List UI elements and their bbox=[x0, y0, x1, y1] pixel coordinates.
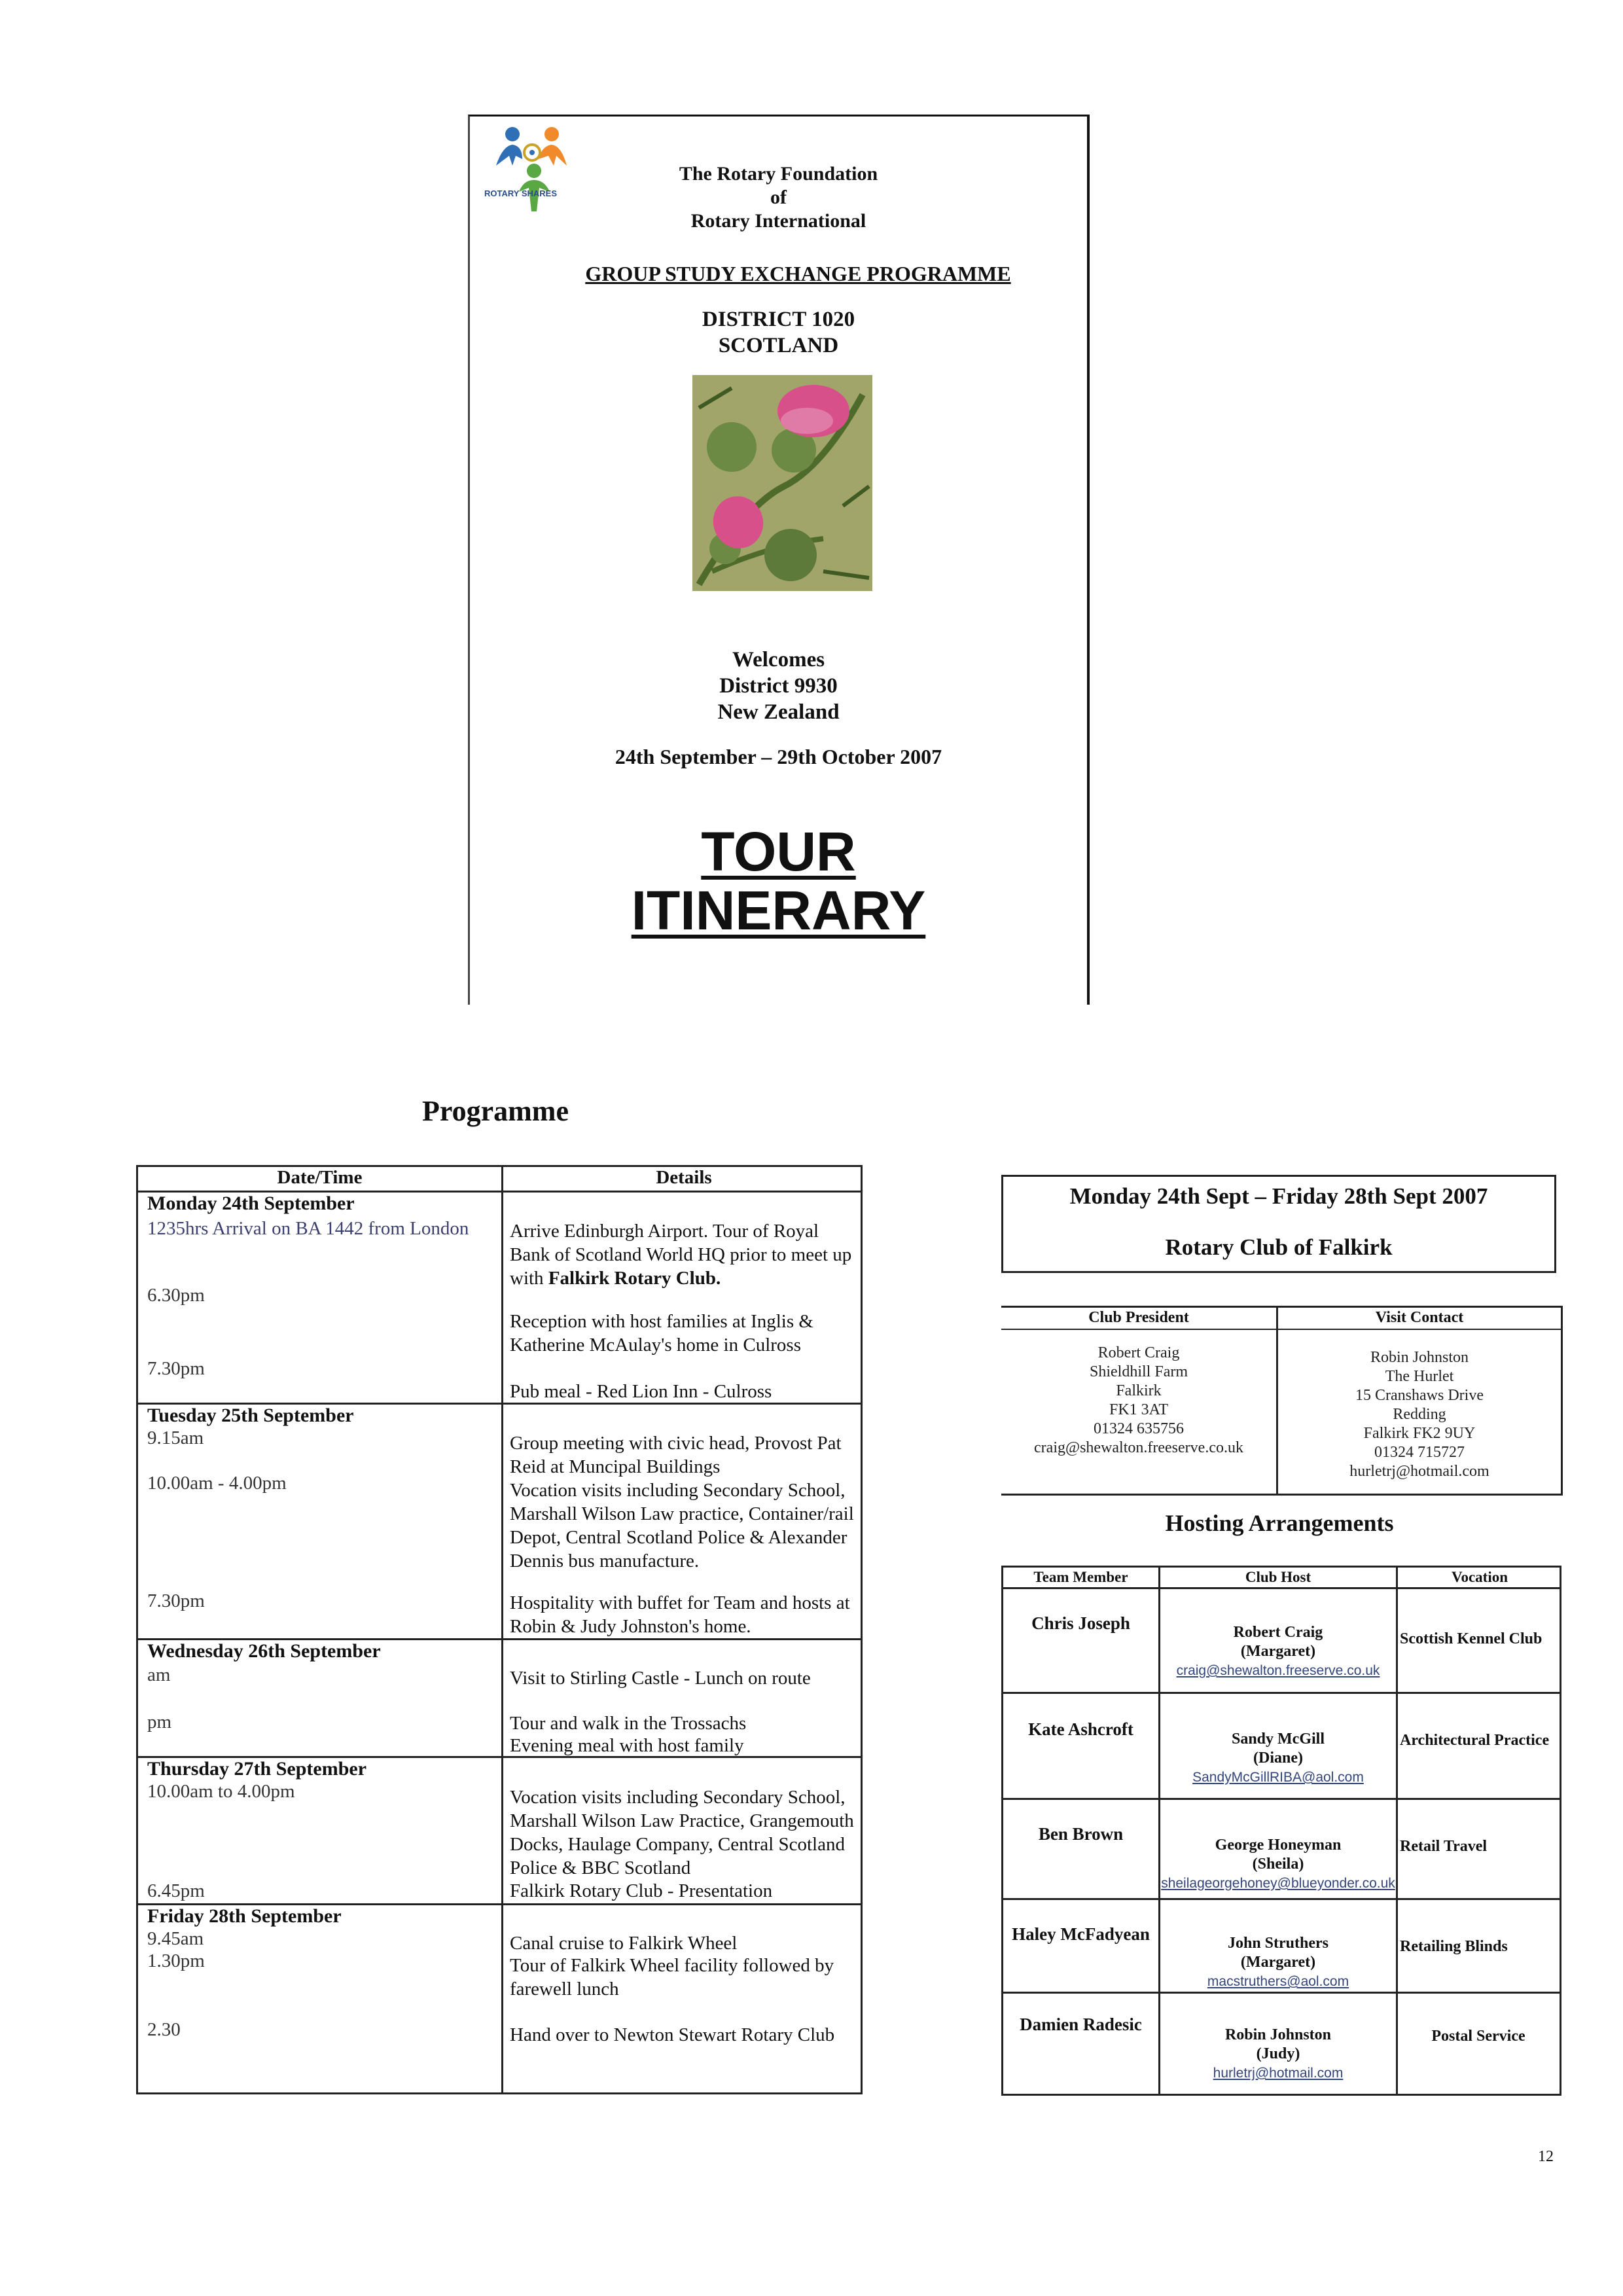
contacts-table bbox=[1001, 1306, 1563, 1496]
welcomes-block bbox=[470, 647, 1087, 725]
time-cell: 6.30pm bbox=[147, 1285, 205, 1306]
detail-cell: Tour of Falkirk Wheel facility followed by farewell lunch bbox=[510, 1955, 834, 2000]
team-member: Haley McFadyean bbox=[1012, 1924, 1150, 1944]
welcomes-line: Welcomes bbox=[732, 648, 825, 672]
welcomes-line: District 9930 bbox=[719, 674, 838, 698]
row-divider bbox=[1003, 1692, 1560, 1694]
team-member: Chris Joseph bbox=[1031, 1613, 1130, 1633]
vocation: Scottish Kennel Club bbox=[1400, 1630, 1543, 1647]
hosting-table bbox=[1001, 1566, 1561, 2096]
detail-cell: Visit to Stirling Castle - Lunch on route bbox=[510, 1668, 811, 1689]
logo-label: ROTARY SHARES bbox=[484, 188, 557, 198]
foundation-line: The Rotary Foundation bbox=[679, 163, 878, 185]
day-label: Thursday 27th September bbox=[147, 1758, 367, 1780]
host-email-link[interactable]: hurletrj@hotmail.com bbox=[1213, 2066, 1344, 2081]
day-label: Wednesday 26th September bbox=[147, 1640, 381, 1662]
column-divider bbox=[501, 1167, 503, 2092]
row-divider bbox=[1003, 1798, 1560, 1800]
vocation: Postal Service bbox=[1431, 2028, 1525, 2045]
detail-cell: Evening meal with host family bbox=[510, 1735, 744, 1756]
programme-table bbox=[136, 1165, 863, 2094]
club-host: Sandy McGill (Diane) SandyMcGillRIBA@aol.com bbox=[1160, 1730, 1396, 1787]
club-host: George Honeyman (Sheila) sheilageorgehoney@blueyonder.co.uk bbox=[1160, 1836, 1396, 1893]
tour-dates: 24th September – 29th October 2007 bbox=[615, 745, 942, 768]
time-cell: 10.00am - 4.00pm bbox=[147, 1473, 287, 1494]
programme-heading: Programme bbox=[422, 1095, 569, 1127]
team-member: Damien Radesic bbox=[1020, 2015, 1142, 2034]
itinerary-title: ITINERARY bbox=[631, 880, 926, 941]
page-number: 12 bbox=[1538, 2148, 1554, 2165]
falkirk-club-name: Rotary Club of Falkirk bbox=[1165, 1234, 1393, 1260]
time-cell: 1235hrs Arrival on BA 1442 from London bbox=[147, 1218, 469, 1239]
district-block bbox=[470, 306, 1087, 359]
welcomes-line: New Zealand bbox=[717, 700, 840, 724]
foundation-line: Rotary International bbox=[690, 210, 866, 232]
host-email-link[interactable]: sheilageorgehoney@blueyonder.co.uk bbox=[1161, 1876, 1395, 1891]
club-host: John Struthers (Margaret) macstruthers@aol.com bbox=[1160, 1934, 1396, 1991]
time-cell: 7.30pm bbox=[147, 1358, 205, 1379]
time-cell: 2.30 bbox=[147, 2019, 181, 2040]
col-header-details: Details bbox=[656, 1167, 712, 1188]
row-divider bbox=[1003, 1898, 1560, 1900]
row-divider bbox=[1003, 1587, 1560, 1589]
district-line: SCOTLAND bbox=[718, 334, 839, 357]
time-cell: 7.30pm bbox=[147, 1590, 205, 1611]
detail-cell: Reception with host families at Inglis & Katherine McAulay's home in Culross bbox=[510, 1311, 813, 1355]
detail-cell: Hospitality with buffet for Team and hosts at Robin & Judy Johnston's home. bbox=[510, 1592, 850, 1637]
vocation: Architectural Practice bbox=[1400, 1732, 1550, 1749]
foundation-line: of bbox=[770, 187, 787, 208]
detail-cell: Vocation visits including Secondary School, Marshall Wilson Law practice, Container/rail Depot, Central Scotland Police & Alexander Dennis bus manufacture. bbox=[510, 1480, 854, 1571]
team-member: Kate Ashcroft bbox=[1028, 1719, 1133, 1739]
time-cell: pm bbox=[147, 1712, 172, 1732]
cover-page bbox=[468, 115, 1090, 1005]
club-host: Robert Craig (Margaret) craig@shewalton.freeserve.co.uk bbox=[1160, 1623, 1396, 1680]
vocation: Retailing Blinds bbox=[1400, 1938, 1508, 1955]
day-label: Tuesday 25th September bbox=[147, 1405, 354, 1426]
hosting-heading: Hosting Arrangements bbox=[1165, 1510, 1394, 1536]
detail-cell: Canal cruise to Falkirk Wheel bbox=[510, 1933, 738, 1954]
gse-title: GROUP STUDY EXCHANGE PROGRAMME bbox=[585, 262, 1011, 285]
thistle-photo bbox=[692, 375, 872, 591]
day-label: Friday 28th September bbox=[147, 1905, 342, 1927]
header-divider bbox=[1001, 1329, 1561, 1330]
tour-title: TOUR bbox=[701, 821, 856, 882]
detail-cell: Tour and walk in the Trossachs bbox=[510, 1713, 747, 1734]
time-cell: 9.45am bbox=[147, 1928, 204, 1949]
host-email-link[interactable]: SandyMcGillRIBA@aol.com bbox=[1192, 1770, 1364, 1785]
col-header-vocation: Vocation bbox=[1451, 1569, 1508, 1585]
col-header-datetime: Date/Time bbox=[277, 1167, 363, 1188]
visit-contact-header: Visit Contact bbox=[1375, 1309, 1464, 1326]
time-cell: am bbox=[147, 1664, 171, 1685]
host-email-link[interactable]: macstruthers@aol.com bbox=[1207, 1974, 1349, 1989]
host-email-link[interactable]: craig@shewalton.freeserve.co.uk bbox=[1176, 1663, 1380, 1678]
time-cell: 6.45pm bbox=[147, 1880, 205, 1901]
row-divider bbox=[1003, 1992, 1560, 1994]
team-member: Ben Brown bbox=[1038, 1824, 1124, 1844]
falkirk-dates-box bbox=[1001, 1175, 1556, 1273]
col-header-host: Club Host bbox=[1245, 1569, 1311, 1585]
column-divider bbox=[1396, 1568, 1398, 2094]
falkirk-dates: Monday 24th Sept – Friday 28th Sept 2007 bbox=[1069, 1183, 1488, 1209]
time-cell: 9.15am bbox=[147, 1427, 204, 1448]
vocation: Retail Travel bbox=[1400, 1838, 1488, 1855]
district-line: DISTRICT 1020 bbox=[702, 308, 855, 331]
club-host: Robin Johnston (Judy) hurletrj@hotmail.com bbox=[1160, 2026, 1396, 2083]
detail-cell: Falkirk Rotary Club - Presentation bbox=[510, 1880, 773, 1901]
col-header-member: Team Member bbox=[1033, 1569, 1128, 1585]
detail-cell: Pub meal - Red Lion Inn - Culross bbox=[510, 1381, 772, 1402]
detail-cell: Arrive Edinburgh Airport. Tour of Royal Bank of Scotland World HQ prior to meet up with Falkirk Rotary Club. bbox=[510, 1221, 852, 1289]
president-details: Robert Craig Shieldhill Farm Falkirk FK1 3AT 01324 635756 craig@shewalton.freeserve.co.uk bbox=[1034, 1344, 1243, 1456]
detail-cell: Group meeting with civic head, Provost Pat Reid at Muncipal Buildings bbox=[510, 1433, 842, 1477]
day-label: Monday 24th September bbox=[147, 1193, 355, 1214]
time-cell: 10.00am to 4.00pm bbox=[147, 1781, 295, 1802]
visit-contact-details: Robin Johnston The Hurlet 15 Cranshaws Drive Redding Falkirk FK2 9UY 01324 715727 hurletrj@hotmail.com bbox=[1349, 1349, 1489, 1480]
time-cell: 1.30pm bbox=[147, 1950, 205, 1971]
president-header: Club President bbox=[1088, 1309, 1189, 1326]
foundation-block bbox=[470, 162, 1087, 233]
detail-cell: Hand over to Newton Stewart Rotary Club bbox=[510, 2024, 835, 2045]
detail-cell: Vocation visits including Secondary School, Marshall Wilson Law Practice, Grangemouth Docks, Haulage Company, Central Scotland Police & BBC Scotland bbox=[510, 1787, 854, 1878]
